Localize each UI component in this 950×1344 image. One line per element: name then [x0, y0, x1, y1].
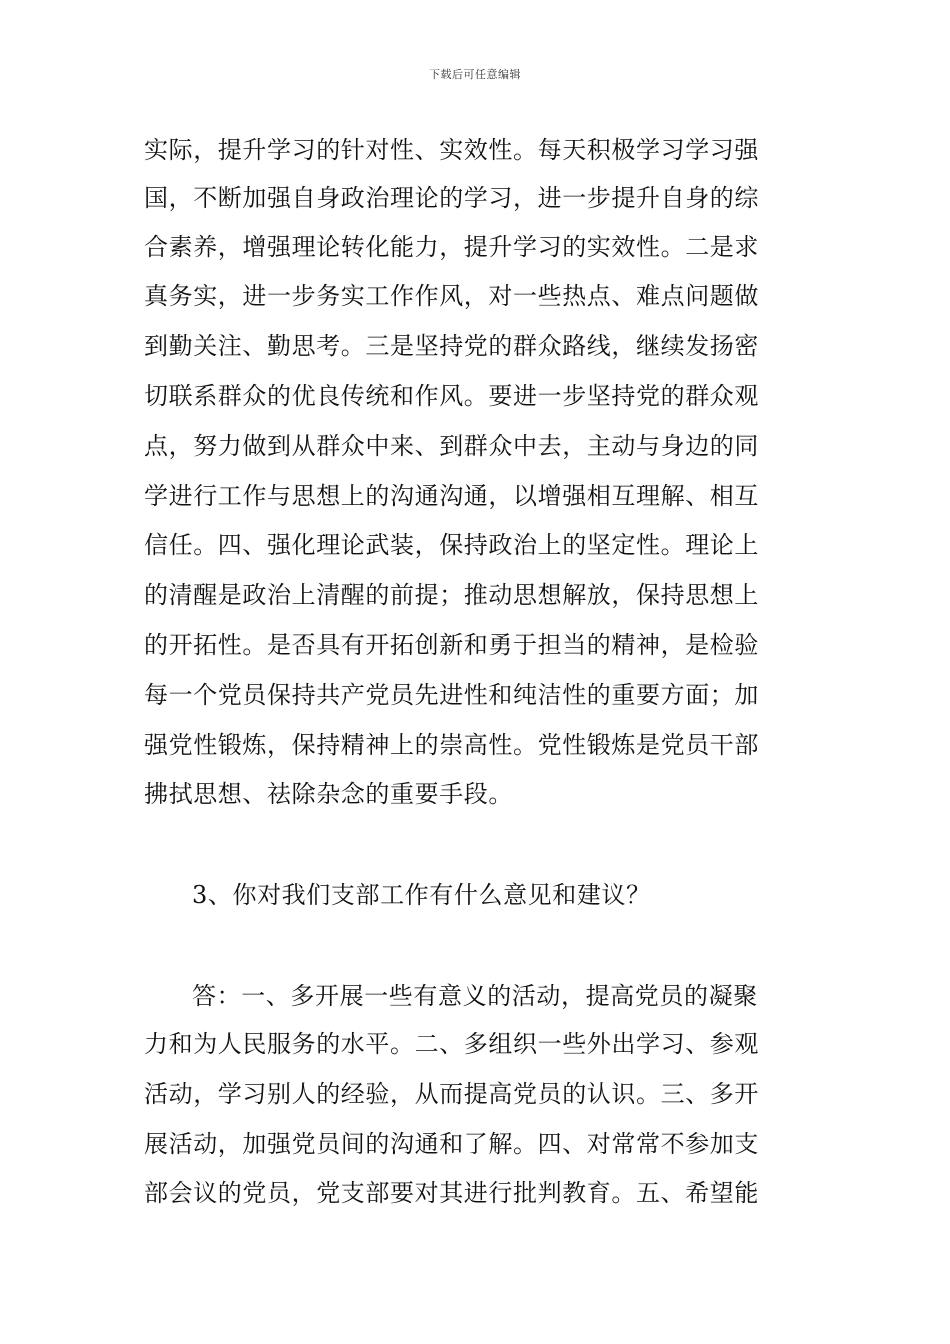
- paragraph-line: 强党性锻炼，保持精神上的崇高性。党性锻炼是党员干部: [144, 731, 759, 759]
- answer-line: 活动，学习别人的经验，从而提高党员的认识。三、多开: [144, 1080, 759, 1108]
- answer-line: 部会议的党员，党支部要对其进行批判教育。五、希望能: [144, 1179, 759, 1207]
- paragraph-line: 真务实，进一步务实工作作风，对一些热点、难点问题做: [144, 282, 759, 310]
- paragraph-line: 学进行工作与思想上的沟通沟通，以增强相互理解、相互: [144, 482, 759, 510]
- question-heading: 3、你对我们支部工作有什么意见和建议？: [192, 881, 651, 909]
- page-header: 下载后可任意编辑: [429, 68, 521, 81]
- answer-line: 答：一、多开展一些有意义的活动，提高党员的凝聚: [192, 982, 758, 1010]
- paragraph-line: 的清醒是政治上清醒的前提；推动思想解放，保持思想上: [144, 581, 759, 609]
- paragraph-line: 的开拓性。是否具有开拓创新和勇于担当的精神，是检验: [144, 631, 759, 659]
- paragraph-line: 切联系群众的优良传统和作风。要进一步坚持党的群众观: [144, 382, 759, 410]
- paragraph-line: 拂拭思想、祛除杂念的重要手段。: [144, 780, 513, 808]
- paragraph-line: 到勤关注、勤思考。三是坚持党的群众路线，继续发扬密: [144, 332, 759, 360]
- paragraph-line: 信任。四、强化理论武装，保持政治上的坚定性。理论上: [144, 531, 759, 559]
- paragraph-line: 国，不断加强自身政治理论的学习，进一步提升自身的综: [144, 184, 759, 212]
- paragraph-line: 实际，提升学习的针对性、实效性。每天积极学习学习强: [144, 136, 759, 164]
- paragraph-line: 点，努力做到从群众中来、到群众中去，主动与身边的同: [144, 432, 759, 460]
- paragraph-line: 每一个党员保持共产党员先进性和纯洁性的重要方面；加: [144, 681, 759, 709]
- answer-line: 展活动，加强党员间的沟通和了解。四、对常常不参加支: [144, 1130, 759, 1158]
- paragraph-line: 合素养，增强理论转化能力，提升学习的实效性。二是求: [144, 233, 759, 261]
- answer-line: 力和为人民服务的水平。二、多组织一些外出学习、参观: [144, 1030, 759, 1058]
